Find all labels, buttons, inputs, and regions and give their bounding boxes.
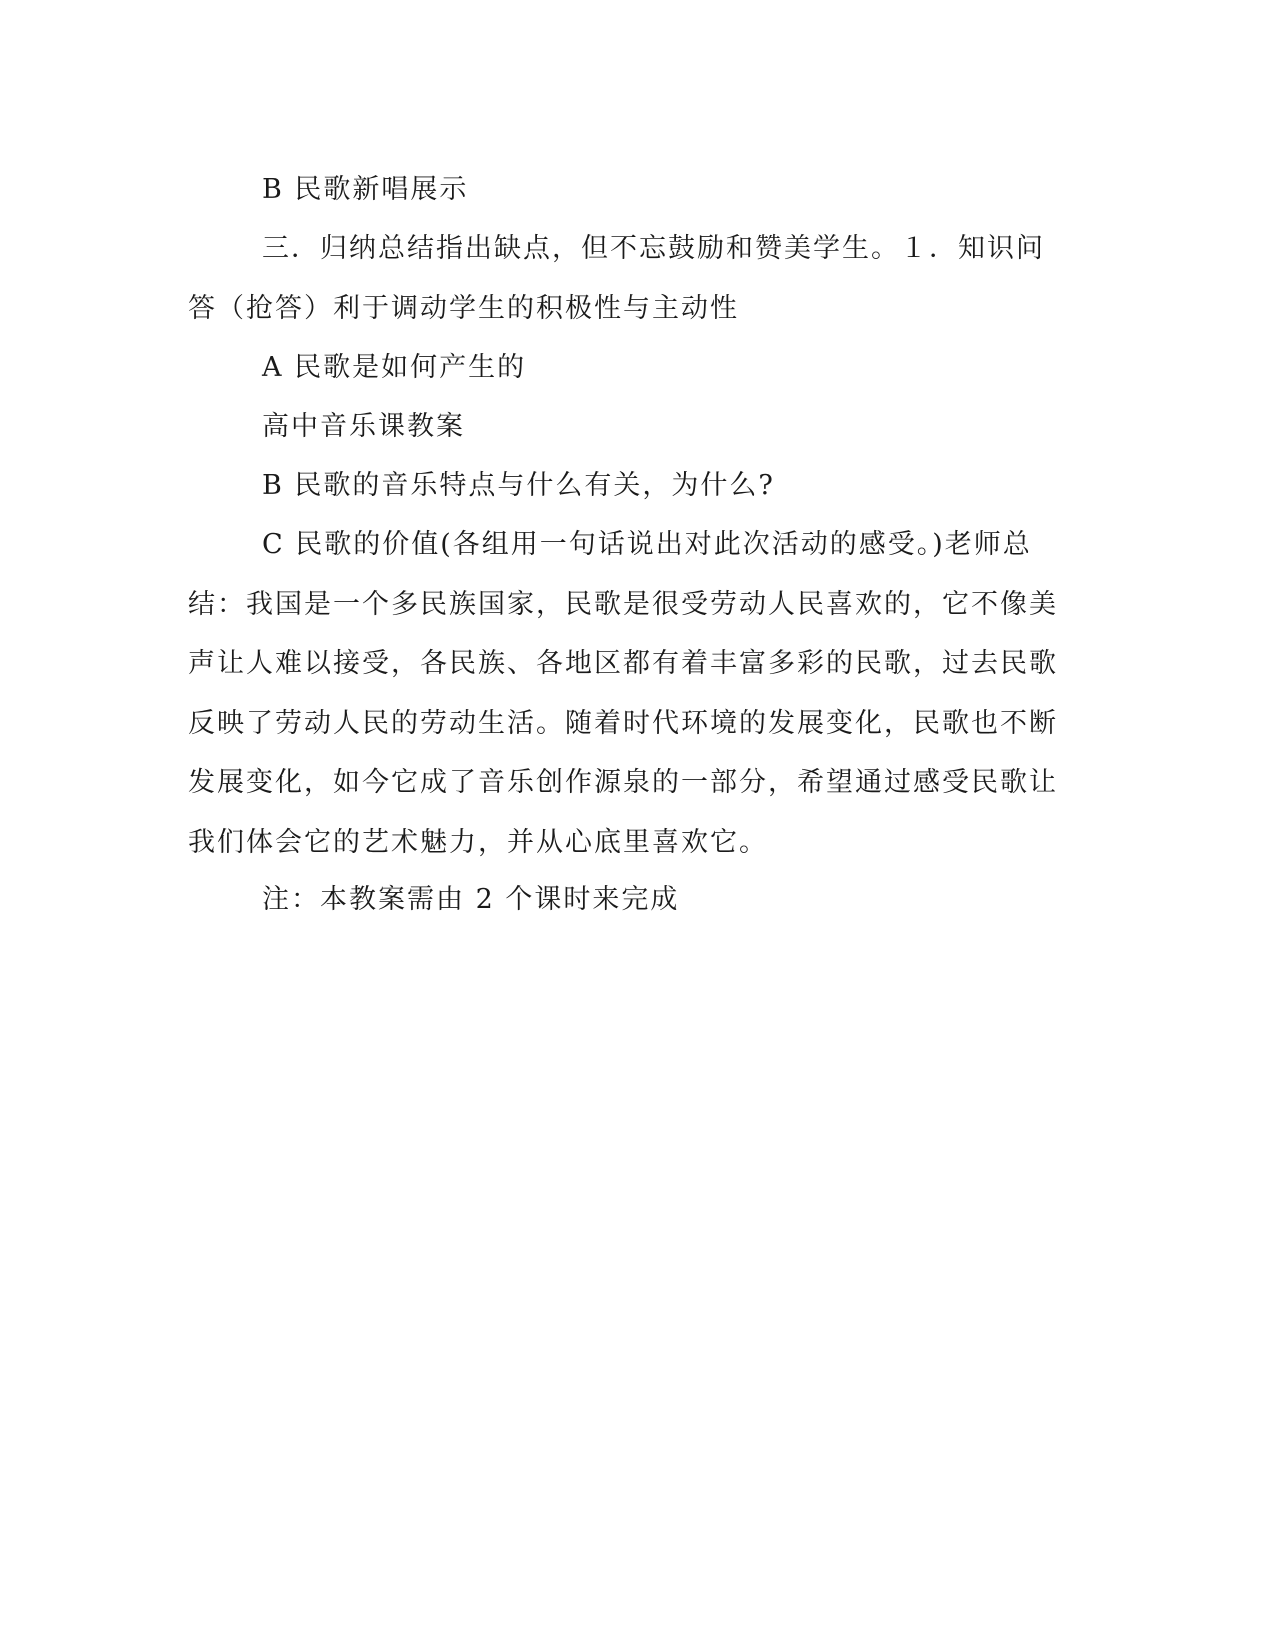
paragraph-question-b: B 民歌的音乐特点与什么有关，为什么? xyxy=(262,470,775,501)
paragraph-note: 注：本教案需由 2 个课时来完成 xyxy=(262,884,680,915)
paragraph-folk-song-showcase: B 民歌新唱展示 xyxy=(262,174,469,205)
paragraph-header-label: 高中音乐课教案 xyxy=(262,411,465,442)
paragraph-summary-quiz: 三．归纳总结指出缺点，但不忘鼓励和赞美学生。１．知识问答（抢答）利于调动学生的积极性与主动性 xyxy=(188,233,1045,324)
paragraph-question-a: A 民歌是如何产生的 xyxy=(262,352,527,383)
paragraph-question-c-teacher-summary: C 民歌的价值(各组用一句话说出对此次活动的感受。)老师总结：我国是一个多民族国家，民歌是很受劳动人民喜欢的，它不像美声让人难以接受，各民族、各地区都有着丰富多彩的民歌，过去民歌反映了劳动人民的劳动生活。随着时代环境的发展变化，民歌也不断发展变化，如今它成了音乐创作源泉的一部分，希望通过感受民歌让我们体会它的艺术魅力，并从心底里喜欢它。 xyxy=(188,529,1058,858)
